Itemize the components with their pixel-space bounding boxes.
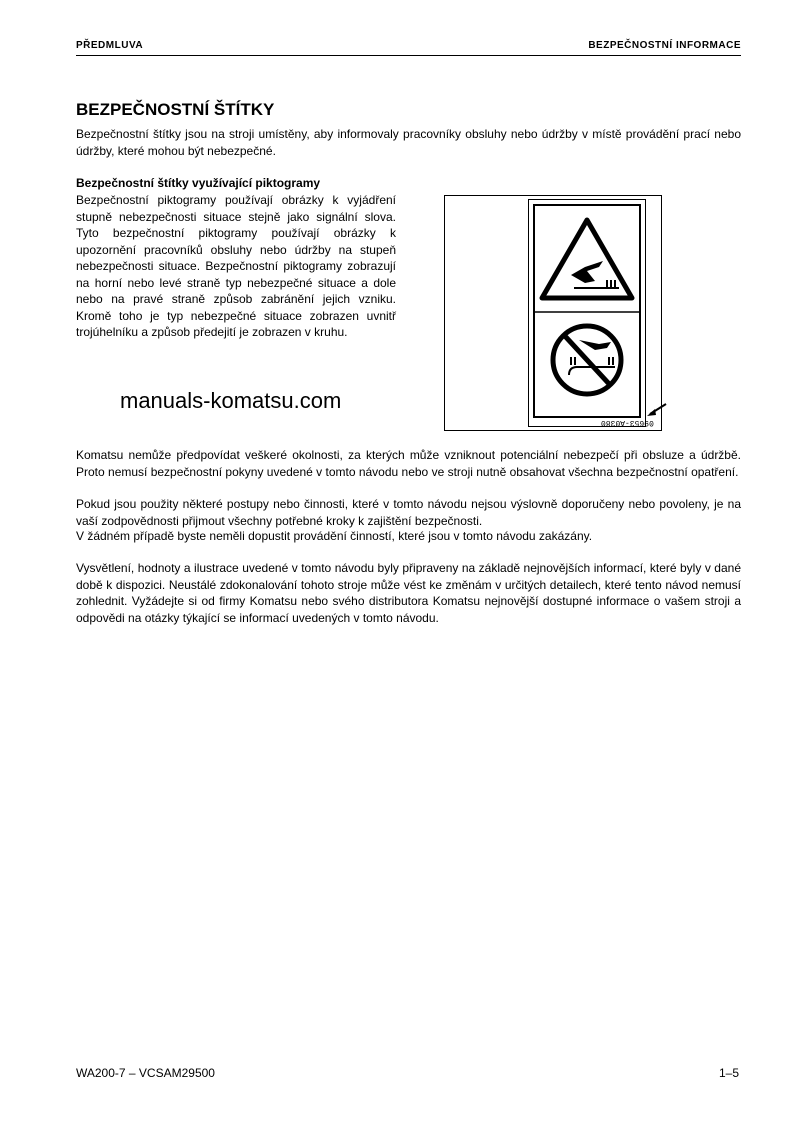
header-section: PŘEDMLUVA: [76, 40, 144, 51]
subheading: Bezpečnostní štítky využívající piktogramy: [76, 176, 321, 190]
arrow-icon: [646, 402, 668, 418]
paragraph-1: Komatsu nemůže předpovídat veškeré okolnosti, za kterých může vzniknout potenciální nebezpečí při obsluze a údržbě. Proto nemusí bezpečnostní pokyny uvedené v tomto návodu nebo ve stroji nutně obsahovat všechna bezpečnostní opatření.: [76, 448, 741, 479]
page-number: 1–5: [718, 1066, 739, 1080]
footer-model: WA200-7 – VCSAM29500: [76, 1066, 215, 1080]
paragraph-4: Vysvětlení, hodnoty a ilustrace uvedené v tomto návodu byly připraveny na základě nejnovějších informací, které byly v dané době k dispozici. Neustálé zdokonalování tohoto stroje může vést ke změnám v určitých detailech, které tento návod nemusí zohlednit. Vyžádejte si od firmy Komatsu nebo svého distributora Komatsu nejnovější dostupné informace o vašem stroji a odpovědi na otázky týkající se informací uvedených v tomto návodu.: [76, 561, 741, 625]
intro-paragraph: Bezpečnostní štítky jsou na stroji umístěny, aby informovaly pracovníky obsluhy nebo údržby v místě provádění prací nebo údržby, které mohou být nebezpečné.: [76, 127, 741, 158]
paragraph-2: Pokud jsou použity některé postupy nebo činnosti, které v tomto návodu nejsou výslovně doporučeny nebo povoleny, je na vaší zodpovědnosti přijmout všechny potřebné kroky k zajištění bezpečnosti.: [76, 497, 741, 528]
watermark: manuals-komatsu.com: [120, 388, 342, 413]
header-chapter: BEZPEČNOSTNÍ INFORMACE: [588, 40, 741, 51]
pictogram-paragraph: Bezpečnostní piktogramy používají obrázky k vyjádření stupně nebezpečnosti situace stejně jako signální slova. Tyto bezpečnostní piktogramy používají obrázky k upozornění pracovníků obsluhy nebo údržby na stupeň nebezpečnosti situace. Bezpečnostní piktogramy zobrazují na horní nebo levé straně typ nebezpečné situace a dole nebo na pravé straně způsob zabránění jejich vzniku. Kromě toho je typ nebezpečné situace zobrazen uvnitř trojúhelníku a způsob předejití je zobrazen v kruhu.: [76, 193, 396, 339]
figure-code: 09653-A0380: [601, 418, 654, 427]
page-title: BEZPEČNOSTNÍ ŠTÍTKY: [76, 100, 275, 119]
paragraph-3: V žádném případě byste neměli dopustit provádění činností, které jsou v tomto návodu zakázány.: [76, 529, 593, 543]
safety-label: [528, 199, 646, 427]
header-rule: [76, 55, 741, 56]
pictogram-icon: [529, 200, 645, 426]
